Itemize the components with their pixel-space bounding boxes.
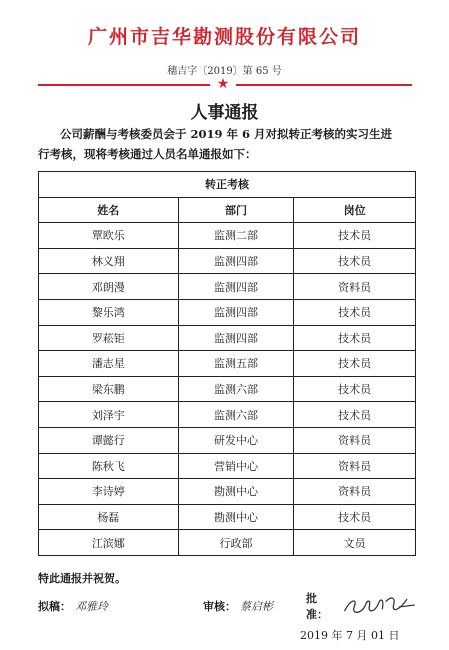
table-row — [39, 504, 416, 530]
cell-position: 技术员 — [294, 351, 416, 377]
document-number: 穗吉字〔2019〕第 65 号 — [167, 66, 282, 77]
cell-name: 林义翔 — [39, 248, 179, 274]
cell-position: 技术员 — [294, 325, 416, 351]
column-header-name: 姓名 — [39, 197, 179, 223]
intro-line-2: 行考核，现将考核通过人员名单通报如下： — [38, 147, 257, 161]
cell-name: 邓朗漫 — [39, 274, 179, 300]
regularization-table — [38, 171, 416, 556]
cell-department: 研发中心 — [178, 427, 294, 453]
table-row — [39, 453, 416, 479]
table-row — [39, 479, 416, 505]
table-row — [39, 274, 416, 300]
cell-name: 杨磊 — [39, 504, 179, 530]
cell-position: 技术员 — [294, 504, 416, 530]
cell-department: 监测六部 — [178, 376, 294, 402]
table-row — [39, 402, 416, 428]
cell-department: 行政部 — [178, 530, 294, 556]
notice-intro — [38, 124, 418, 164]
table-caption-row — [39, 172, 416, 198]
drafter-block — [38, 594, 108, 618]
table-row — [39, 223, 416, 249]
cell-position: 资料员 — [294, 453, 416, 479]
cell-position: 资料员 — [294, 479, 416, 505]
cell-department: 监测二部 — [178, 223, 294, 249]
cell-name: 黎乐鸿 — [39, 299, 179, 325]
closing-remark: 特此通报并祝贺。 — [38, 572, 126, 585]
cell-name: 江滨娜 — [39, 530, 179, 556]
cell-name: 覃欧乐 — [39, 223, 179, 249]
cell-department: 营销中心 — [178, 453, 294, 479]
cell-name: 梁东鹏 — [39, 376, 179, 402]
cell-position: 技术员 — [294, 223, 416, 249]
cell-name: 罗菘钜 — [39, 325, 179, 351]
header-divider-left — [38, 84, 210, 86]
cell-name: 陈秋飞 — [39, 453, 179, 479]
cell-name: 潘志星 — [39, 351, 179, 377]
cell-name: 谭懿行 — [39, 427, 179, 453]
cell-department: 监测四部 — [178, 325, 294, 351]
intro-line-1: 公司薪酬与考核委员会于 2019 年 6 月对拟转正考核的实习生进 — [60, 127, 393, 141]
cell-position: 资料员 — [294, 427, 416, 453]
signature-row — [38, 594, 418, 622]
cell-position: 技术员 — [294, 299, 416, 325]
company-name: 广州市吉华勘测股份有限公司 — [87, 26, 361, 48]
column-header-position: 岗位 — [294, 197, 416, 223]
cell-department: 勘测中心 — [178, 479, 294, 505]
reviewer-label: 审核： — [203, 600, 236, 613]
cell-department: 监测四部 — [178, 299, 294, 325]
table-row — [39, 248, 416, 274]
table-row — [39, 376, 416, 402]
reviewer-block — [203, 594, 273, 618]
column-header-department: 部门 — [178, 197, 294, 223]
table-row — [39, 325, 416, 351]
document-date: 2019 年 7 月 01 日 — [300, 629, 400, 642]
cell-department: 监测四部 — [178, 248, 294, 274]
drafter-label: 拟稿： — [38, 600, 71, 613]
table-row — [39, 351, 416, 377]
table-row — [39, 427, 416, 453]
table-caption: 转正考核 — [39, 172, 416, 198]
cell-department: 勘测中心 — [178, 504, 294, 530]
cell-department: 监测六部 — [178, 402, 294, 428]
cell-department: 监测五部 — [178, 351, 294, 377]
approver-signature-icon — [341, 593, 418, 619]
table-row — [39, 530, 416, 556]
notice-title: 人事通报 — [190, 103, 259, 123]
cell-position: 技术员 — [294, 248, 416, 274]
cell-position: 技术员 — [294, 402, 416, 428]
cell-position: 文员 — [294, 530, 416, 556]
approver-block — [306, 592, 418, 621]
star-icon: ★ — [216, 76, 230, 92]
reviewer-signature: 蔡启彬 — [240, 600, 273, 613]
cell-position: 资料员 — [294, 274, 416, 300]
cell-position: 技术员 — [294, 376, 416, 402]
cell-name: 李诗婷 — [39, 479, 179, 505]
table-header-row — [39, 197, 416, 223]
approver-label: 批准： — [306, 592, 328, 621]
cell-name: 刘泽宇 — [39, 402, 179, 428]
table-row — [39, 299, 416, 325]
drafter-signature: 邓雅玲 — [75, 600, 108, 613]
header-divider-right — [236, 84, 412, 86]
cell-department: 监测四部 — [178, 274, 294, 300]
